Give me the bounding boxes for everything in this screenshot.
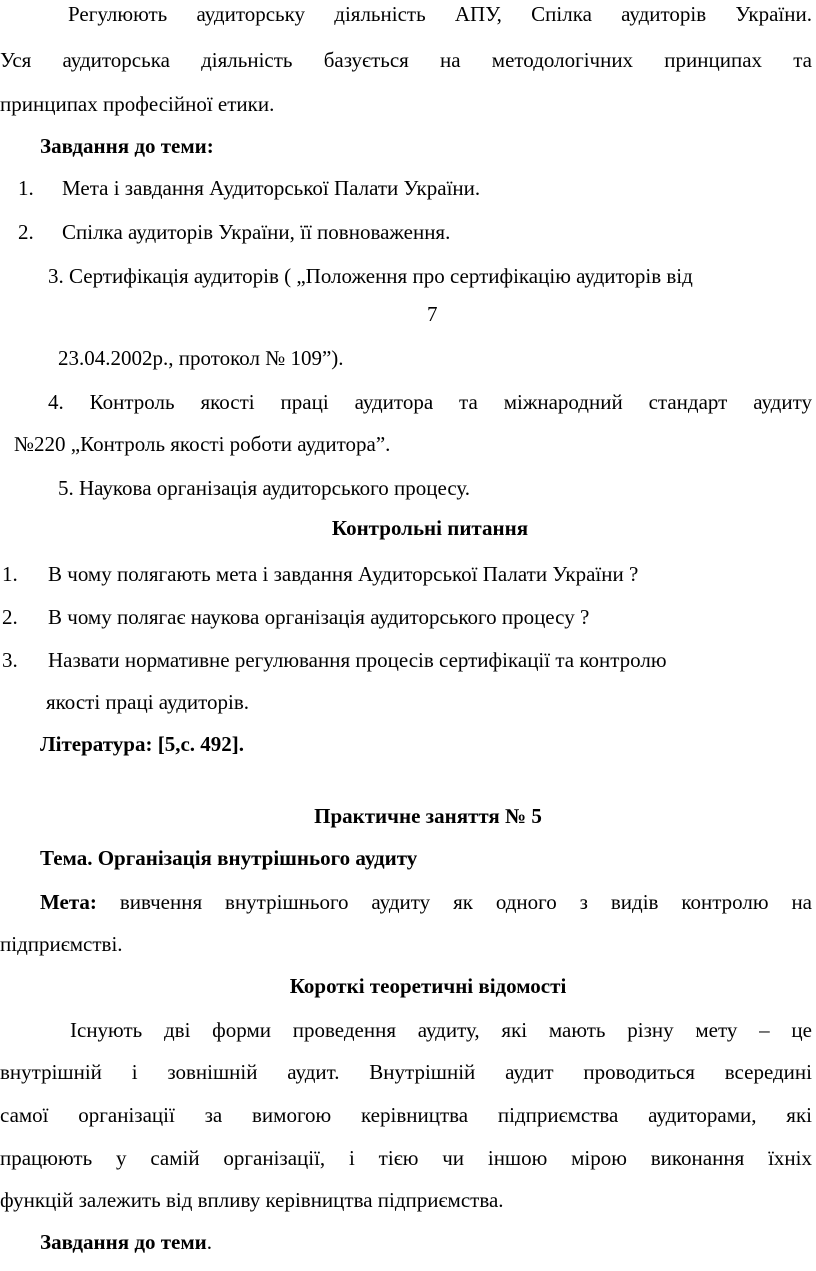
question-item-2-number: 2.: [2, 605, 18, 629]
task-item-3-line-1: 3. Сертифікація аудиторів ( „Положення про сертифікацію аудиторів від: [48, 264, 693, 288]
task-item-5: 5. Наукова організація аудиторського процесу.: [58, 476, 471, 500]
question-item-3-text: Назвати нормативне регулювання процесів сертифікації та контролю: [48, 648, 667, 672]
question-item-3-number: 3.: [2, 648, 18, 672]
question-item-1-text: В чому полягають мета і завдання Аудиторської Палати України ?: [48, 562, 639, 586]
practical-topic: Тема. Організація внутрішнього аудиту: [40, 846, 418, 870]
intro-line-1: Регулюють аудиторську діяльність АПУ, Спілка аудиторів України.: [68, 2, 812, 26]
question-item-3-continuation: якості праці аудиторів.: [46, 690, 250, 714]
task-item-4-line-2: №220 „Контроль якості роботи аудитора”.: [14, 432, 391, 456]
task-item-3-line-2: 23.04.2002р., протокол № 109”).: [58, 346, 344, 370]
literature-reference: Література: [5,с. 492].: [40, 732, 245, 756]
question-item-1-number: 1.: [2, 562, 18, 586]
theory-line-1: Існують дві форми проведення аудиту, які мають різну мету – це: [70, 1018, 812, 1042]
tasks-2-heading-line: [40, 1230, 816, 1254]
questions-heading: Контрольні питання: [331, 516, 529, 540]
question-item-2-text: В чому полягає наукова організація аудиторського процесу ?: [48, 605, 590, 629]
tasks-2-period: .: [206, 1230, 212, 1254]
theory-line-5: функцій залежить від впливу керівництва підприємства.: [0, 1188, 504, 1212]
theory-line-2: внутрішній і зовнішній аудит. Внутрішній аудит проводиться всередині: [0, 1060, 812, 1084]
question-item-3: [2, 648, 816, 672]
theory-heading: Короткі теоретичні відомості: [289, 974, 567, 998]
task-item-1: [18, 176, 816, 200]
theory-line-4: працюють у самій організації, і тією чи іншою мірою виконання їхніх: [0, 1146, 812, 1170]
question-item-2: [2, 605, 816, 629]
practical-title: Практичне заняття № 5: [314, 804, 542, 828]
intro-line-3: принципах професійної етики.: [0, 92, 275, 116]
goal-text: вивчення внутрішнього аудиту як одного з видів контролю на: [119, 890, 813, 914]
task-item-1-text: Мета і завдання Аудиторської Палати України.: [62, 176, 481, 200]
tasks-heading: Завдання до теми:: [40, 134, 214, 158]
goal-label: Мета:: [40, 890, 97, 914]
goal-line-1: [40, 890, 812, 914]
task-item-2-text: Спілка аудиторів України, її повноваження.: [62, 220, 451, 244]
task-item-4-line-1: 4. Контроль якості праці аудитора та міжнародний стандарт аудиту: [48, 390, 812, 414]
theory-line-3: самої організації за вимогою керівництва підприємства аудиторами, які: [0, 1103, 812, 1127]
intro-line-2: Уся аудиторська діяльність базується на методологічних принципах та: [0, 48, 812, 72]
task-item-2: [18, 220, 816, 244]
question-item-1: [2, 562, 816, 586]
tasks-2-heading: Завдання до теми: [40, 1230, 207, 1254]
page-number: 7: [427, 302, 438, 326]
task-item-2-number: 2.: [18, 220, 34, 244]
task-item-1-number: 1.: [18, 176, 34, 200]
goal-line-2: підприємстві.: [0, 932, 123, 956]
